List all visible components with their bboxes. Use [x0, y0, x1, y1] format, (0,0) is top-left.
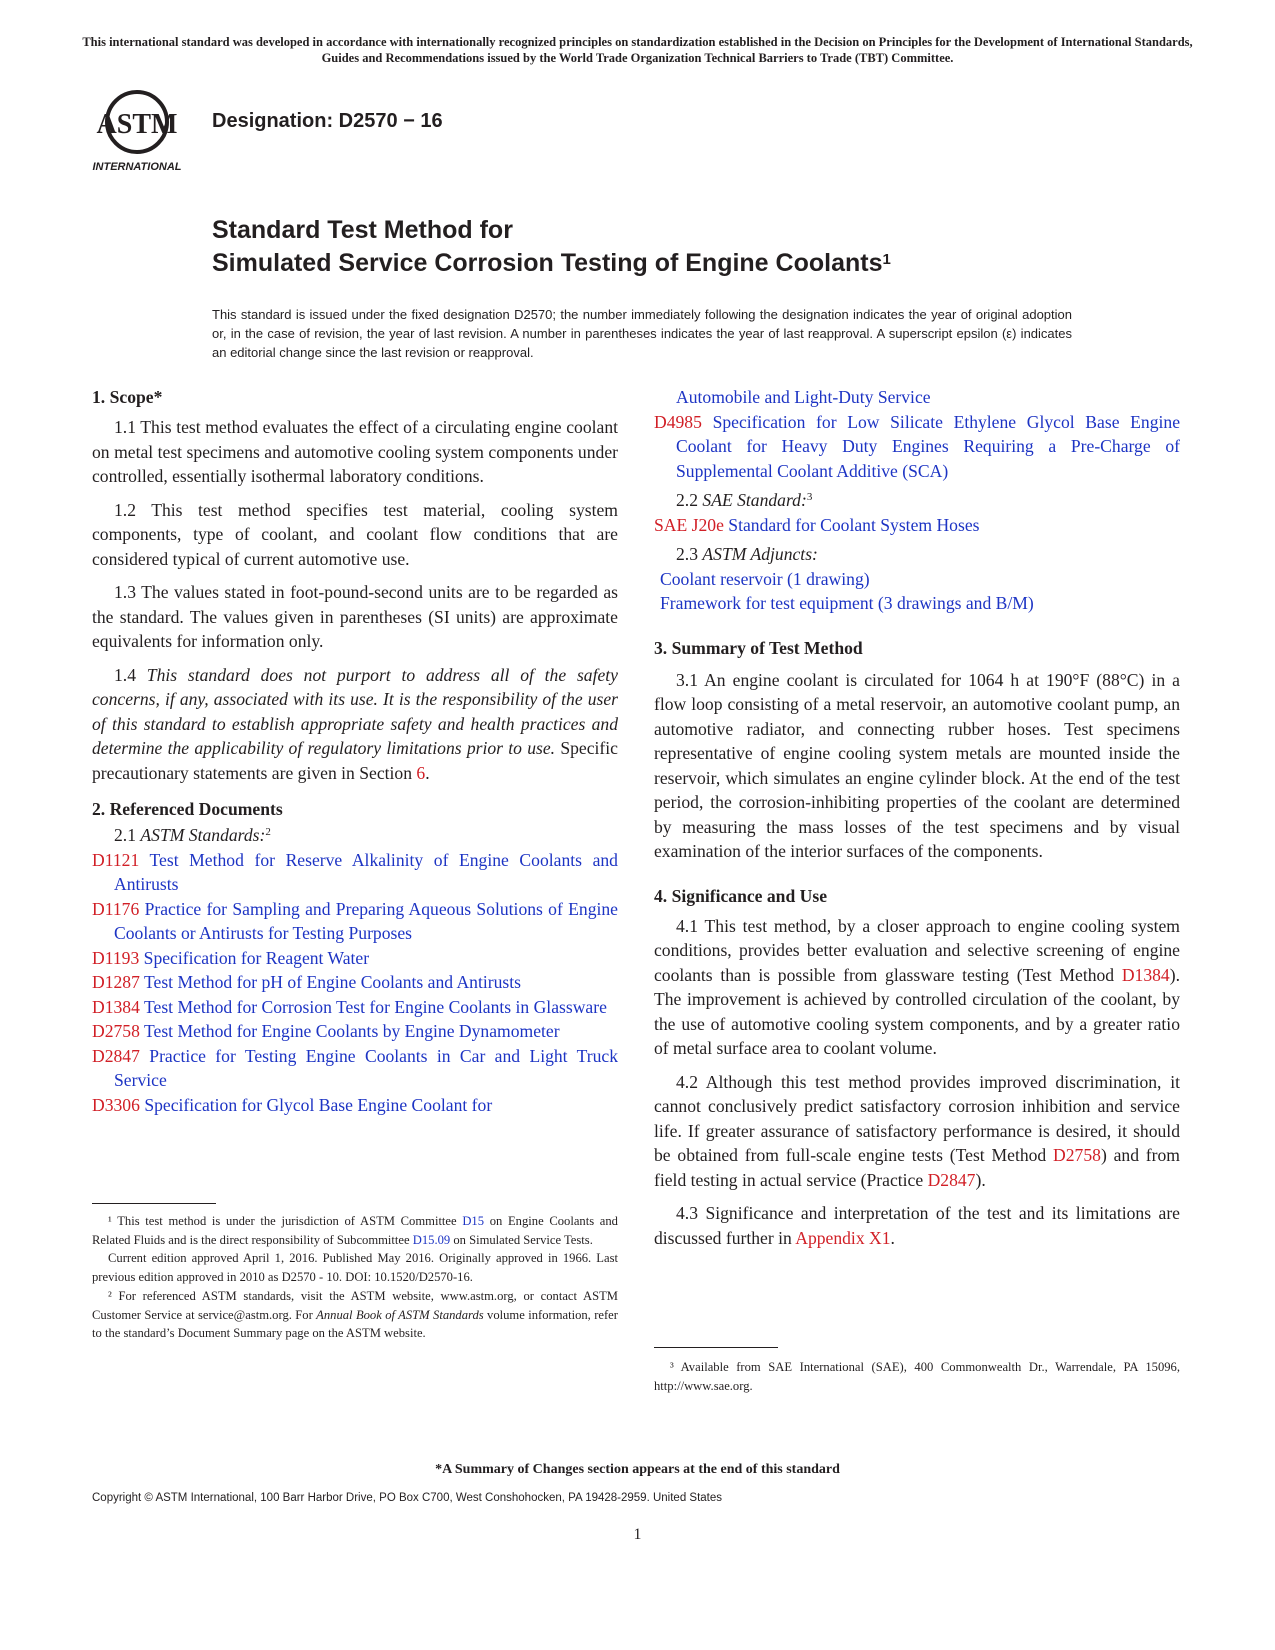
footnote-1-edition: Current edition approved April 1, 2016. Published May 2016. Originally approved in 1966. Last previous edition approved in 2010 as D2570 - 10. DOI: 10.1520/D2570-16.: [92, 1251, 618, 1285]
ref-item[interactable]: D1176 Practice for Sampling and Preparing Aqueous Solutions of Engine Coolants or Antirusts for Testing Purposes: [92, 898, 618, 943]
significance-heading: 4. Significance and Use: [654, 885, 828, 906]
scope-1-2: 1.2 This test method specifies test material, cooling system components, type of coolant, and coolant flow conditions that are considered typical of current automotive use.: [92, 499, 618, 569]
summary-3-1: 3.1 An engine coolant is circulated for 1064 h at 190°F (88°C) in a flow loop consisting of a metal reservoir, an automotive coolant pump, an automotive radiator, and connecting rubber hoses. Test specimens representative of engine cooling system metals are mounted inside the reservoir, which simulates an engine cylinder block. At the end of the test period, the corrosion-inhibiting properties of the coolant are determined by measuring the mass losses of the test specimens and by visual examination of the interior surfaces of the components.: [654, 669, 1180, 861]
title-footnote-mark: 1: [882, 251, 891, 268]
title-line-1: Standard Test Method for: [212, 216, 513, 244]
logo-text: INTERNATIONAL: [92, 161, 182, 173]
svg-text:ASTM: ASTM: [96, 109, 178, 140]
issued-note: This standard is issued under the fixed designation D2570; the number immediately following the designation indicates the year of original adoption or, in the case of revision, the year of last revision. A number in parentheses indicates the year of last reapproval. A superscript epsilon (ε) indicates an editorial change since the last revision or reapproval.: [212, 307, 1072, 360]
refdocs-heading: 2. Referenced Documents: [92, 799, 283, 819]
left-column: [92, 385, 618, 1117]
scope-1-1: 1.1 This test method evaluates the effect of a circulating engine coolant on metal test specimens and automotive cooling system components under controlled, essentially isothermal laboratory conditions.: [92, 417, 618, 486]
document-title: [212, 214, 891, 280]
d2758-link[interactable]: D2758: [1053, 1145, 1101, 1165]
designation: Designation: D2570 − 16: [212, 110, 443, 132]
significance-4-2: 4.2 Although this test method provides improved discrimination, it cannot conclusively predict satisfactory corrosion inhibition and service life. If greater assurance of satisfactory performance is desired, it should be obtained from full-scale engine tests (Test Method D2758) and from field testing in actual service (Practice D2847).: [654, 1071, 1180, 1190]
footnotes-right: [654, 1358, 1180, 1395]
astm-adjuncts-label: 2.3 ASTM Adjuncts:: [676, 544, 818, 564]
page-number: 1: [633, 1526, 642, 1543]
ref-item[interactable]: D2847 Practice for Testing Engine Coolants in Car and Light Truck Service: [92, 1045, 618, 1090]
footnote-1: ¹ This test method is under the jurisdiction of ASTM Committee D15 on Engine Coolants and Related Fluids and is the direct responsibility of Subcommittee D15.09 on Simulated Service Tests.: [92, 1214, 618, 1247]
adjunct-framework[interactable]: Framework for test equipment (3 drawings and B/M): [660, 593, 1034, 613]
sae-ref-item[interactable]: SAE J20e Standard for Coolant System Hoses: [654, 514, 980, 535]
ref-item[interactable]: D2758 Test Method for Engine Coolants by Engine Dynamometer: [92, 1021, 560, 1041]
d15-09-link[interactable]: D15.09: [412, 1232, 451, 1247]
summary-heading: 3. Summary of Test Method: [654, 637, 863, 658]
astm-logo: [92, 90, 202, 175]
scope-1-3: 1.3 The values stated in foot-pound-second units are to be regarded as the standard. The values given in parentheses (SI units) are approximate equivalents for information only.: [92, 582, 618, 651]
section-6-link[interactable]: 6: [416, 762, 426, 783]
ref-item[interactable]: D1121 Test Method for Reserve Alkalinity of Engine Coolants and Antirusts: [92, 849, 618, 894]
ref-item[interactable]: D3306 Specification for Glycol Base Engine Coolant for: [92, 1094, 493, 1115]
d1384-link[interactable]: D1384: [1121, 964, 1170, 985]
tbt-notice: This international standard was developed in accordance with internationally recognized principles on standardization established in the Decision on Principles for the Development of International Standards, Guides and Recommendations issued by the World Trade Organization Technical Barriers to Trade (TBT) Committee.: [82, 35, 1193, 65]
adjunct-coolant-reservoir[interactable]: Coolant reservoir (1 drawing): [660, 568, 870, 589]
footnote-rule: [92, 1203, 216, 1204]
sae-standard-label: 2.2 SAE Standard:$^3$: [676, 490, 813, 510]
astm-standards-label: 2.1 ASTM Standards:$^2$: [114, 825, 271, 845]
d2847-link[interactable]: D2847: [927, 1169, 976, 1190]
footnote-rule: [654, 1347, 778, 1348]
scope-1-4: 1.4 This standard does not purport to address all of the safety concerns, if any, associated with its use. It is the responsibility of the user of this standard to establish appropriate safety and health practices and determine the applicability of regulatory limitations prior to use. Specific precautionary statements are given in Section 6.: [92, 664, 618, 783]
scope-heading: 1. Scope*: [92, 387, 163, 407]
significance-4-1: 4.1 This test method, by a closer approach to engine cooling system conditions, provides better evaluation and selective screening of engine coolants than is possible from glassware testing (Test Method D1384). The improvement is achieved by controlled circulation of the coolant, by the use of automotive cooling system components, and by a greater ratio of metal surface area to coolant volume.: [654, 915, 1180, 1058]
title-line-2: Simulated Service Corrosion Testing of Engine Coolants: [212, 249, 883, 277]
significance-4-3: 4.3 Significance and interpretation of the test and its limitations are discussed further in Appendix X1.: [654, 1203, 1180, 1248]
ref-item[interactable]: D1193 Specification for Reagent Water: [92, 947, 370, 968]
footnote-3: ³ Available from SAE International (SAE), 400 Commonwealth Dr., Warrendale, PA 15096, http://www.sae.org.: [654, 1360, 1180, 1393]
ref-item[interactable]: D1287 Test Method for pH of Engine Coolants and Antirusts: [92, 972, 521, 992]
ref-item[interactable]: D1384 Test Method for Corrosion Test for Engine Coolants in Glassware: [92, 996, 607, 1017]
footnotes-left: [92, 1212, 618, 1343]
d15-link[interactable]: D15: [462, 1214, 485, 1228]
ref-item-continued[interactable]: Automobile and Light-Duty Service: [676, 387, 931, 407]
footnote-2: ² For referenced ASTM standards, visit the ASTM website, www.astm.org, or contact ASTM Customer Service at service@astm.org. For Annual Book of ASTM Standards volume information, refer to the standard’s Document Summary page on the ASTM website.: [92, 1288, 618, 1341]
appendix-x1-link[interactable]: Appendix X1: [795, 1227, 891, 1248]
ref-item[interactable]: D4985 Specification for Low Silicate Ethylene Glycol Base Engine Coolant for Heavy Duty Engines Requiring a Pre-Charge of Supplemental Coolant Additive (SCA): [654, 411, 1181, 481]
right-column: [654, 385, 1180, 1259]
summary-of-changes-note: *A Summary of Changes section appears at the end of this standard: [435, 1462, 840, 1477]
copyright: Copyright © ASTM International, 100 Barr Harbor Drive, PO Box C700, West Conshohocken, PA 19428-2959. United States: [92, 1492, 723, 1504]
